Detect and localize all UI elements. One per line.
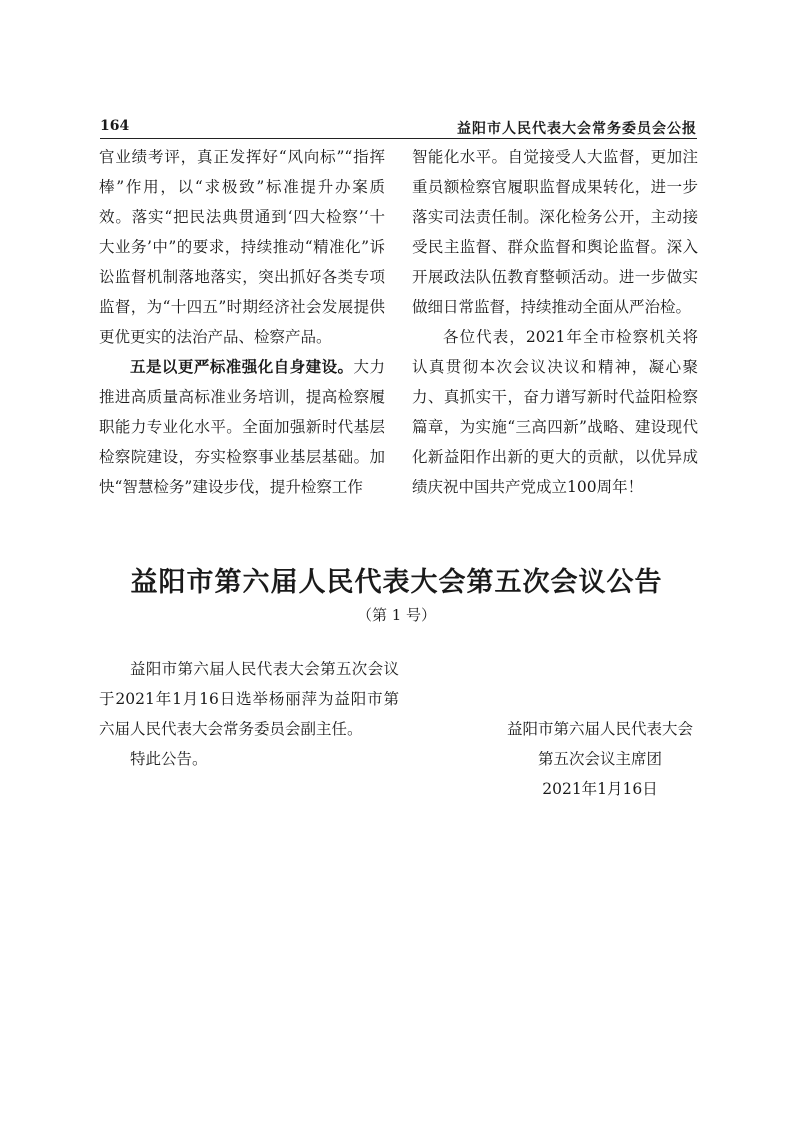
right-paragraph-1: 智能化水平。自觉接受人大监督，更加注重员额检察官履职监督成果转化，进一步落实司法责任制。深化检务公开，主动接受民主监督、群众监督和舆论监督。深入开展政法队伍教育整顿活动。进一步做实做细日常监督，持续推动全面从严治检。 (412, 148, 698, 316)
signature-issuer-line-1: 益阳市第六届人民代表大会 (506, 720, 693, 738)
notice-number: （第 1 号） (356, 606, 437, 624)
left-column (99, 142, 385, 502)
left-paragraph-2 (99, 352, 385, 502)
right-paragraph-2: 各位代表，2021年全市检察机关将认真贯彻本次会议决议和精神，凝心聚力、真抓实干，奋力谱写新时代益阳检察篇章，为实施“三高四新”战略、建设现代化新益阳作出新的更大的贡献，以优异成绩庆祝中国共产党成立100周年！ (412, 328, 698, 496)
notice-closing: 特此公告。 (130, 750, 208, 768)
section-heading-five: 五是以更严标准强化自身建设。 (130, 358, 354, 376)
journal-title: 益阳市人民代表大会常务委员会公报 (457, 121, 697, 137)
left-paragraph-1: 官业绩考评，真正发挥好“风向标”“指挥棒”作用，以“求极致”标准提升办案质效。落实“把民法典贯通到‘四大检察’‘十大业务’中”的要求，持续推动“精准化”诉讼监督机制落地落实，突出抓好各类专项监督，为“十四五”时期经济社会发展提供更优更实的法治产品、检察产品。 (99, 148, 385, 346)
signature-issuer-line-2: 第五次会议主席团 (537, 750, 662, 768)
right-column (412, 142, 698, 502)
signature-date: 2021年1月16日 (542, 780, 658, 798)
notice-body-text: 益阳市第六届人民代表大会第五次会议于2021年1月16日选举杨丽萍为益阳市第六届人民代表大会常务委员会副主任。 (99, 660, 399, 738)
header-rule (100, 138, 697, 139)
notice-signature (480, 714, 720, 804)
notice-body (99, 654, 399, 774)
notice-title: 益阳市第六届人民代表大会第五次会议公告 (130, 567, 663, 598)
page-number: 164 (100, 118, 130, 134)
left-paragraph-2-text: 大力推进高质量高标准业务培训，提高检察履职能力专业化水平。全面加强新时代基层检察院建设，夯实检察事业基层基础。加快“智慧检务”建设步伐，提升检察工作 (99, 358, 385, 496)
